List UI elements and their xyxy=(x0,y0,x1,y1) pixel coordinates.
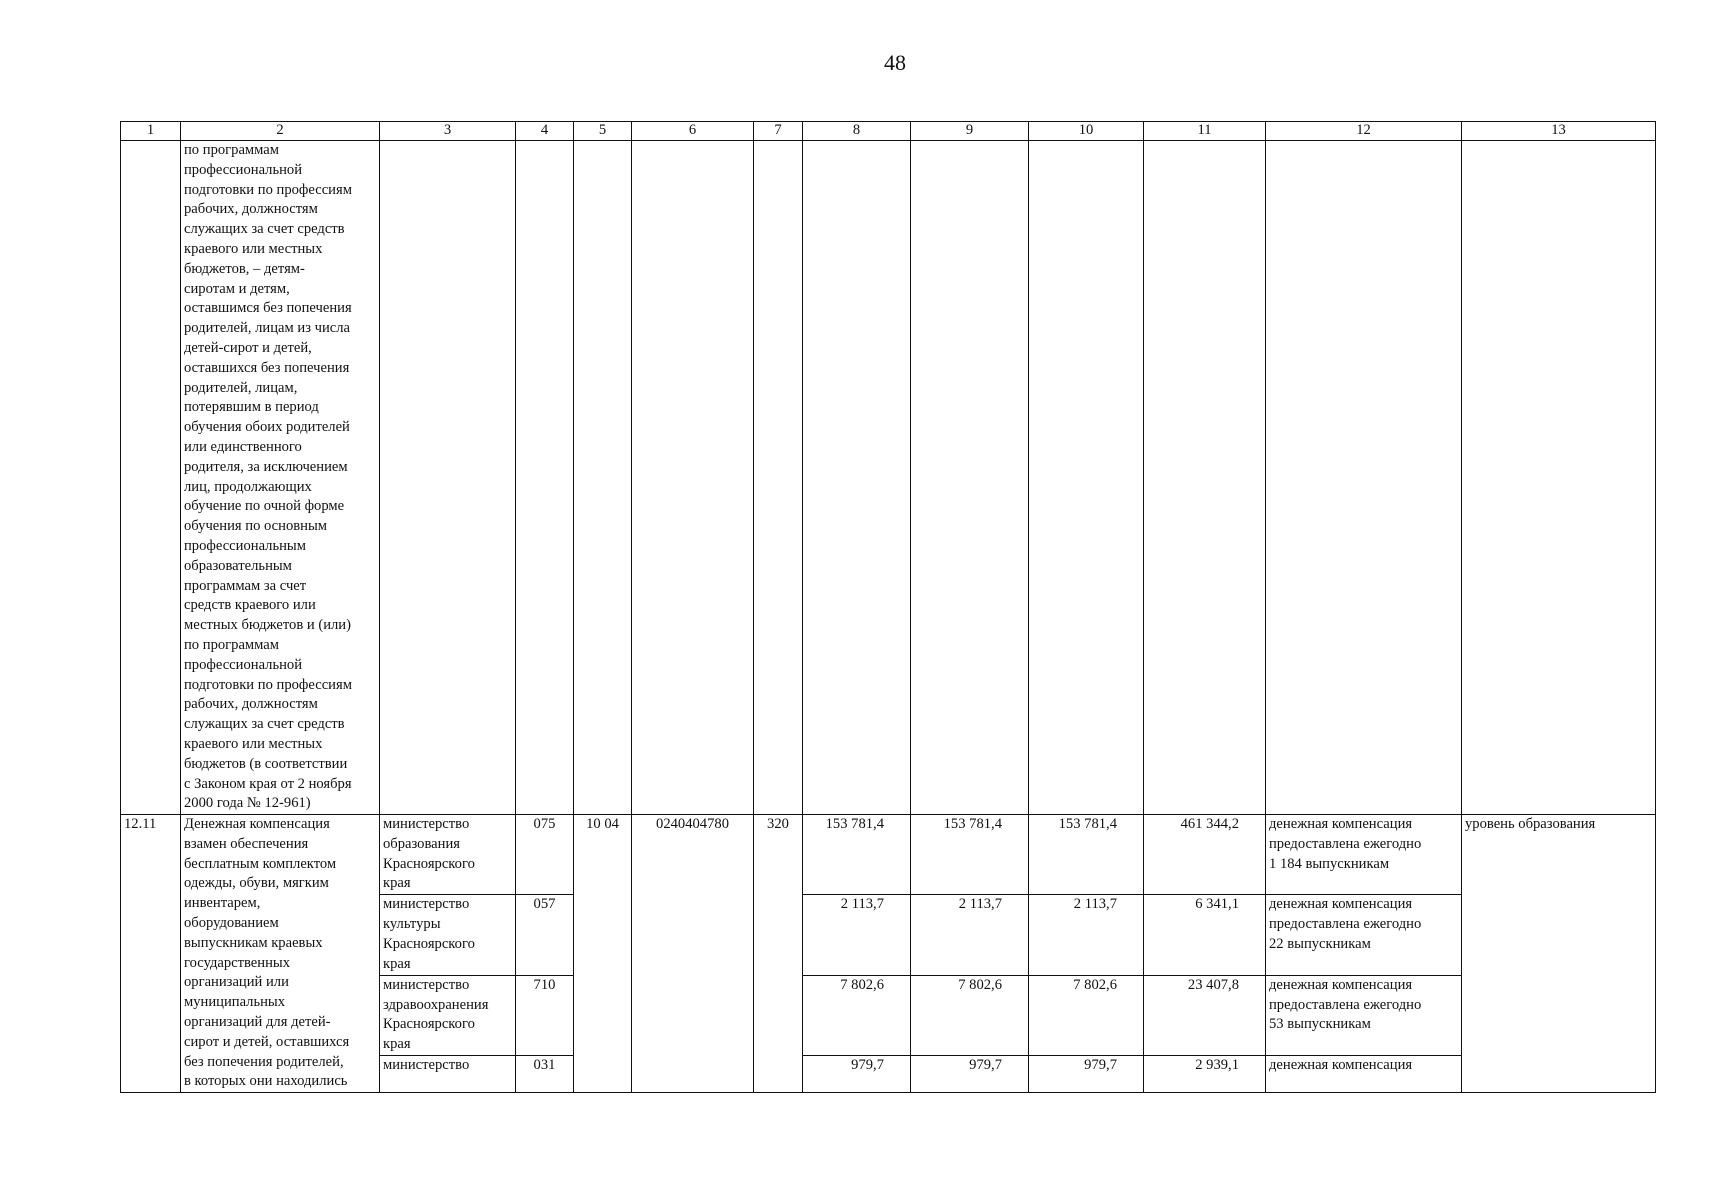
total-cell: 2 939,1 xyxy=(1144,1056,1266,1093)
year1-cell: 2 113,7 xyxy=(803,895,911,975)
header-cell: 6 xyxy=(632,122,754,141)
year1-cell: 7 802,6 xyxy=(803,975,911,1055)
code-cell: 075 xyxy=(516,815,574,895)
indicator-cell: уровень образования xyxy=(1462,815,1656,1093)
item-row xyxy=(121,815,1656,895)
total-cell: 461 344,2 xyxy=(1144,815,1266,895)
year3-cell: 153 781,4 xyxy=(1029,815,1144,895)
executor-cell: министерство здравоохранения Красноярского края xyxy=(380,975,516,1055)
header-cell: 3 xyxy=(380,122,516,141)
table-cell xyxy=(1462,141,1656,815)
table-cell xyxy=(911,141,1029,815)
year2-cell: 7 802,6 xyxy=(911,975,1029,1055)
year2-cell: 153 781,4 xyxy=(911,815,1029,895)
table-cell xyxy=(121,141,181,815)
continuation-row xyxy=(121,141,1656,815)
header-cell: 10 xyxy=(1029,122,1144,141)
table-cell xyxy=(754,141,803,815)
header-cell: 7 xyxy=(754,122,803,141)
total-cell: 6 341,1 xyxy=(1144,895,1266,975)
header-cell: 5 xyxy=(574,122,632,141)
item-description: Денежная компенсация взамен обеспечения бесплатным комплектом одежды, обуви, мягким инвентарем, оборудованием выпускникам краевых государственных организаций или муниципальных организаций для детей- сирот и детей, оставшихся без попечения родителей, в которых они находились xyxy=(181,815,380,1093)
executor-cell: министерство образования Красноярского края xyxy=(380,815,516,895)
code-cell: 057 xyxy=(516,895,574,975)
table-cell xyxy=(632,141,754,815)
executor-cell: министерство культуры Красноярского края xyxy=(380,895,516,975)
total-cell: 23 407,8 xyxy=(1144,975,1266,1055)
header-cell: 11 xyxy=(1144,122,1266,141)
table-cell xyxy=(380,141,516,815)
header-cell: 4 xyxy=(516,122,574,141)
year1-cell: 153 781,4 xyxy=(803,815,911,895)
result-cell: денежная компенсация xyxy=(1266,1056,1462,1093)
year3-cell: 979,7 xyxy=(1029,1056,1144,1093)
year1-cell: 979,7 xyxy=(803,1056,911,1093)
continuation-description: по программам профессиональной подготовки по профессиям рабочих, должностям служащих за счет средств краевого или местных бюджетов, – детям- сиротам и детям, оставшимся без попечения родителей, лицам из числа детей-сирот и детей, оставшихся без попечения родителей, лицам, потерявшим в период обучения обоих родителей или единственного родителя, за исключением лиц, продолжающих обучение по очной форме обучения по основным профессиональным образовательным программам за счет средств краевого или местных бюджетов и (или) по программам профессиональной подготовки по профессиям рабочих, должностям служащих за счет средств краевого или местных бюджетов (в соответствии с Законом края от 2 ноября 2000 года № 12-961) xyxy=(181,141,380,815)
section-cell: 10 04 xyxy=(574,815,632,1093)
year2-cell: 979,7 xyxy=(911,1056,1029,1093)
year3-cell: 7 802,6 xyxy=(1029,975,1144,1055)
result-cell: денежная компенсация предоставлена ежегодно 22 выпускникам xyxy=(1266,895,1462,975)
header-row xyxy=(121,122,1656,141)
header-cell: 12 xyxy=(1266,122,1462,141)
target-article-cell: 0240404780 xyxy=(632,815,754,1093)
table-cell xyxy=(803,141,911,815)
table-cell xyxy=(574,141,632,815)
code-cell: 710 xyxy=(516,975,574,1055)
result-cell: денежная компенсация предоставлена ежегодно 53 выпускникам xyxy=(1266,975,1462,1055)
header-cell: 13 xyxy=(1462,122,1656,141)
expense-type-cell: 320 xyxy=(754,815,803,1093)
header-cell: 9 xyxy=(911,122,1029,141)
executor-cell: министерство xyxy=(380,1056,516,1093)
header-cell: 1 xyxy=(121,122,181,141)
page-number: 48 xyxy=(884,50,906,75)
budget-table xyxy=(120,121,1656,1093)
year2-cell: 2 113,7 xyxy=(911,895,1029,975)
table-cell xyxy=(516,141,574,815)
header-cell: 2 xyxy=(181,122,380,141)
result-cell: денежная компенсация предоставлена ежегодно 1 184 выпускникам xyxy=(1266,815,1462,895)
table-cell xyxy=(1266,141,1462,815)
table-cell xyxy=(1144,141,1266,815)
year3-cell: 2 113,7 xyxy=(1029,895,1144,975)
item-number: 12.11 xyxy=(121,815,181,1093)
code-cell: 031 xyxy=(516,1056,574,1093)
header-cell: 8 xyxy=(803,122,911,141)
table-cell xyxy=(1029,141,1144,815)
